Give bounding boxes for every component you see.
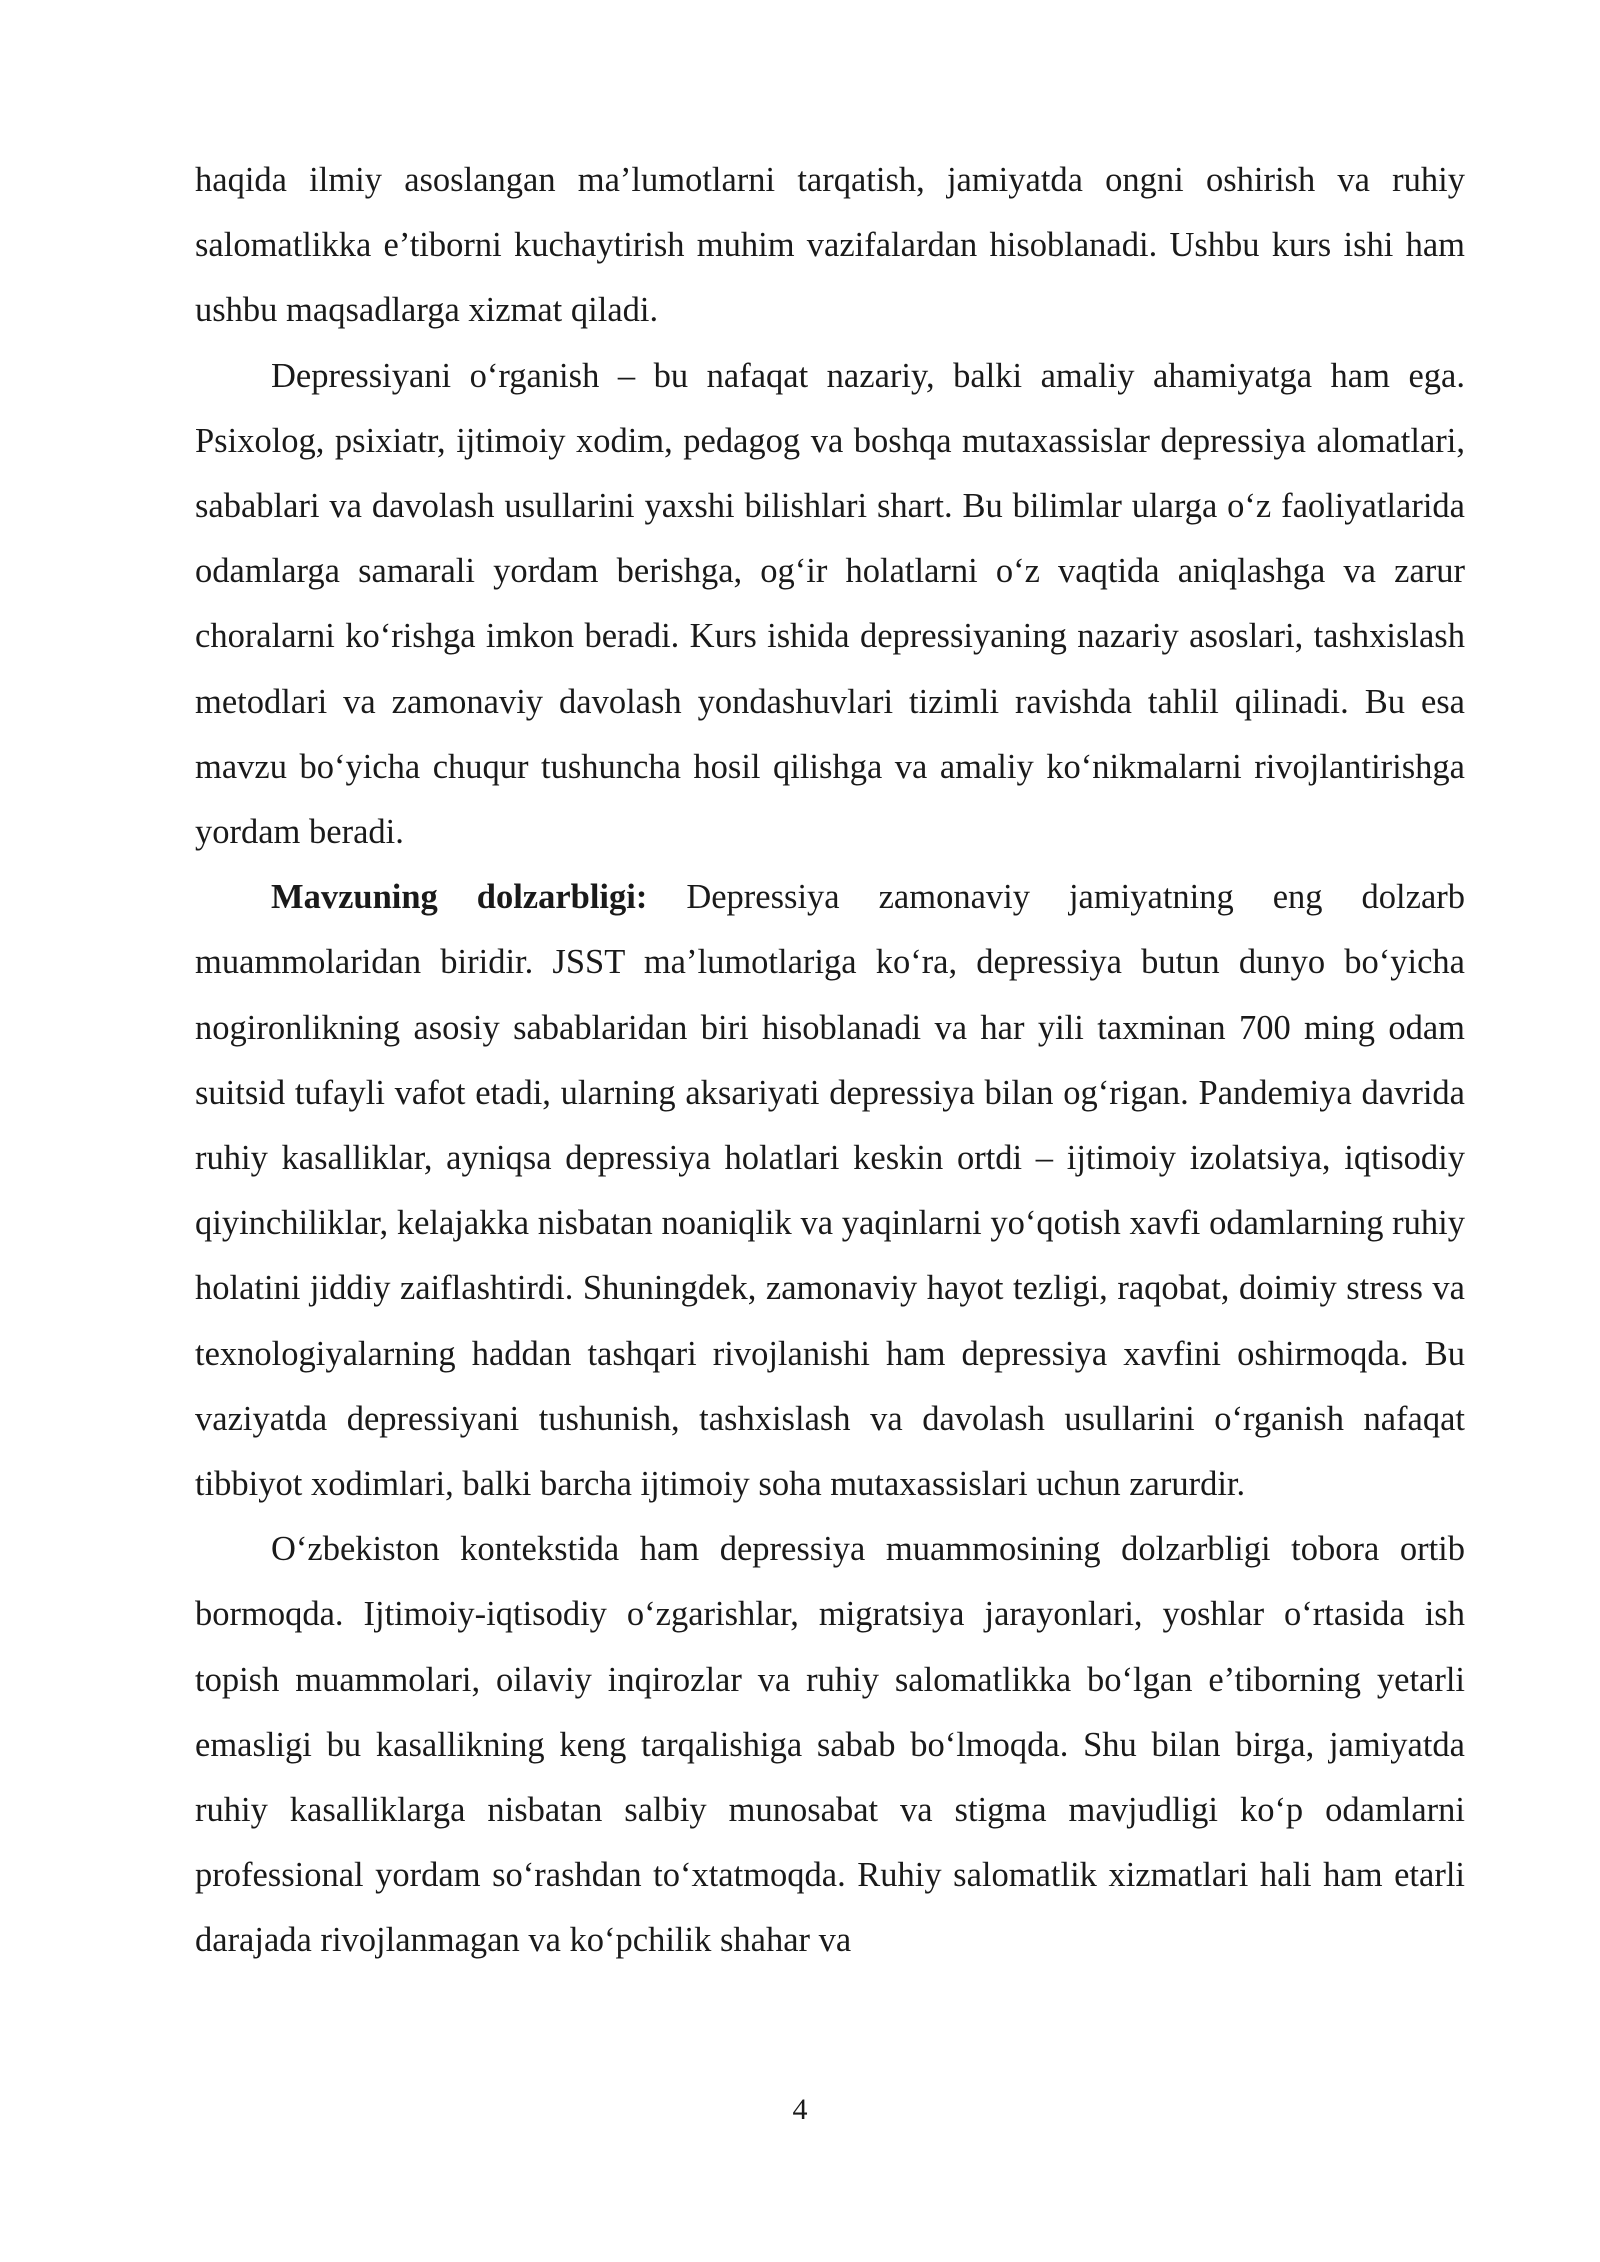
section-heading-relevance: Mavzuning dolzarbligi: bbox=[271, 878, 648, 917]
paragraph-4-text: O‘zbekiston kontekstida ham depressiya muammosining dolzarbligi tobora ortib bormoqda. Ijtimoiy-iqtisodiy o‘zgarishlar, migratsiya jarayonlari, yoshlar o‘rtasida ish topish muammolari, oilaviy inqirozlar va ruhiy salomatlikka bo‘lgan e’tiborning yetarli emasligi bu kasallikning keng tarqalishiga sabab bo‘lmoqda. Shu bilan birga, jamiyatda ruhiy kasalliklarga nisbatan salbiy munosabat va stigma mavjudligi ko‘p odamlarni professional yordam so‘rashdan to‘xtatmoqda. Ruhiy salomatlik xizmatlari hali ham etarli darajada rivojlanmagan va ko‘pchilik shahar va bbox=[195, 1530, 1465, 1960]
body-text bbox=[195, 148, 1465, 1974]
paragraph-1-text: haqida ilmiy asoslangan ma’lumotlarni tarqatish, jamiyatda ongni oshirish va ruhiy salomatlikka e’tiborni kuchaytirish muhim vazifalardan hisoblanadi. Ushbu kurs ishi ham ushbu maqsadlarga xizmat qiladi. bbox=[195, 161, 1465, 330]
paragraph-3 bbox=[195, 865, 1465, 1517]
paragraph-2-text: Depressiyani o‘rganish – bu nafaqat nazariy, balki amaliy ahamiyatga ham ega. Psixolog, psixiatr, ijtimoiy xodim, pedagog va boshqa mutaxassislar depressiya alomatlari, sabablari va davolash usullarini yaxshi bilishlari shart. Bu bilimlar ularga o‘z faoliyatlarida odamlarga samarali yordam berishga, og‘ir holatlarni o‘z vaqtida aniqlashga va zarur choralarni ko‘rishga imkon beradi. Kurs ishida depressiyaning nazariy asoslari, tashxislash metodlari va zamonaviy davolash yondashuvlari tizimli ravishda tahlil qilinadi. Bu esa mavzu bo‘yicha chuqur tushuncha hosil qilishga va amaliy ko‘nikmalarni rivojlantirishga yordam beradi. bbox=[195, 356, 1465, 852]
paragraph-1 bbox=[195, 148, 1465, 344]
paragraph-2 bbox=[195, 344, 1465, 866]
paragraph-3-text: Depressiya zamonaviy jamiyatning eng dolzarb muammolaridan biridir. JSST ma’lumotlariga ko‘ra, depressiya butun dunyo bo‘yicha nogironlikning asosiy sabablaridan biri hisoblanadi va har yili taxminan 700 ming odam suitsid tufayli vafot etadi, ularning aksariyati depressiya bilan og‘rigan. Pandemiya davrida ruhiy kasalliklar, ayniqsa depressiya holatlari keskin ortdi – ijtimoiy izolatsiya, iqtisodiy qiyinchiliklar, kelajakka nisbatan noaniqlik va yaqinlarni yo‘qotish xavfi odamlarning ruhiy holatini jiddiy zaiflashtirdi. Shuningdek, zamonaviy hayot tezligi, raqobat, doimiy stress va texnologiyalarning haddan tashqari rivojlanishi ham depressiya xavfini oshirmoqda. Bu vaziyatda depressiyani tushunish, tashxislash va davolash usullarini o‘rganish nafaqat tibbiyot xodimlari, balki barcha ijtimoiy soha mutaxassislari uchun zarurdir. bbox=[195, 878, 1465, 1504]
paragraph-4 bbox=[195, 1517, 1465, 1973]
page-number: 4 bbox=[792, 2093, 808, 2126]
